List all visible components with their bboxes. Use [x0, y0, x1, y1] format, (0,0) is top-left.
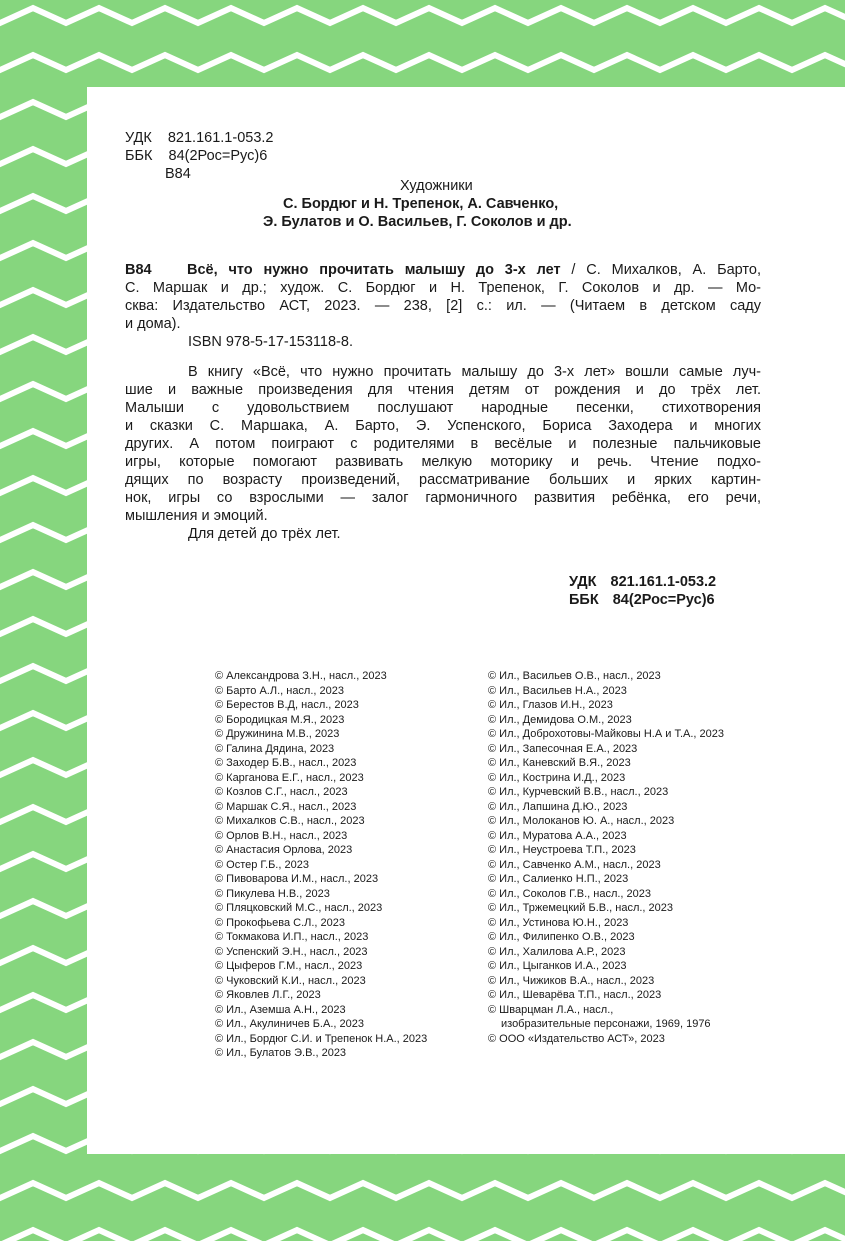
copyright-item: © Успенский Э.Н., насл., 2023	[215, 945, 368, 958]
udk-line	[125, 129, 273, 147]
chevron-stripe	[0, 55, 845, 70]
copyright-item: © Ил., Соколов Г.В., насл., 2023	[488, 887, 652, 900]
copyright-item: © Ил., Глазов И.Н., 2023	[488, 699, 613, 711]
bbk-label: ББК	[125, 148, 153, 164]
annotation-line: нок, игры со взрослыми — залог гармоничного развития ребёнка, его речи,	[125, 490, 761, 506]
copyright-item: © Ил., Доброхотовы-Майковы Н.А и Т.А., 2023	[488, 728, 724, 740]
bibliography-entry	[125, 261, 761, 351]
bibliography-line-1	[125, 261, 761, 279]
artists-line-2: Э. Булатов и О. Васильев, Г. Соколов и др.	[263, 214, 572, 230]
bibliography-mark: В84	[125, 262, 152, 278]
copyright-item: © Пивоварова И.М., насл., 2023	[215, 873, 379, 885]
copyright-item: изобразительные персонажи, 1969, 1976	[501, 1018, 711, 1030]
copyright-item: © Бородицкая М.Я., 2023	[215, 713, 345, 726]
age-rating: Для детей до трёх лет.	[188, 526, 341, 542]
copyright-item: © Прокофьева С.Л., 2023	[215, 916, 346, 929]
copyright-item: © Ил., Аземша А.Н., 2023	[215, 1003, 346, 1016]
copyright-item: © Ил., Муратова А.А., 2023	[488, 829, 627, 842]
annotation-line: В книгу «Всё, что нужно прочитать малышу до 3-х лет» вошли самые луч-	[188, 364, 761, 380]
copyright-item: © Ил., Лапшина Д.Ю., 2023	[488, 800, 628, 813]
copyright-item: © Берестов В.Д, насл., 2023	[215, 699, 359, 711]
annotation-line: мышления и эмоций.	[125, 508, 268, 524]
footer-bbk-value: 84(2Рос=Рус)6	[612, 592, 715, 608]
bibliography-line-4: и дома).	[125, 316, 181, 332]
copyright-item: © Ил., Кострина И.Д., 2023	[488, 771, 626, 784]
footer-bbk-label: ББК	[569, 592, 599, 608]
copyright-item: © Остер Г.Б., 2023	[215, 858, 309, 871]
copyright-list-left	[215, 669, 427, 1061]
copyright-item: © Ил., Тржемецкий Б.В., насл., 2023	[488, 902, 674, 914]
copyright-item: © Цыферов Г.М., насл., 2023	[215, 960, 363, 972]
copyright-item: © Анастасия Орлова, 2023	[215, 844, 353, 856]
copyright-item: © Ил., Васильев О.В., насл., 2023	[488, 670, 661, 682]
isbn: ISBN 978-5-17-153118-8.	[188, 334, 353, 350]
footer-bbk-line	[569, 591, 715, 609]
annotation-line: шие и важные произведения для чтения детям от рождения и до трёх лет.	[125, 382, 761, 398]
copyright-item: © Ил., Цыганков И.А., 2023	[488, 960, 627, 972]
copyright-item: © Шварцман Л.А., насл.,	[488, 1003, 614, 1016]
bibliography-authors: / С. Михалков, А. Барто,	[560, 262, 761, 278]
copyright-item: © Ил., Устинова Ю.Н., 2023	[488, 916, 629, 929]
bbk-line	[125, 147, 267, 165]
footer-udk-line	[569, 573, 716, 591]
bbk-value: 84(2Рос=Рус)6	[168, 148, 268, 164]
annotation-line: и сказки С. Маршака, А. Барто, Э. Успенского, Бориса Заходера и многих	[125, 418, 761, 434]
chevron-stripe	[0, 1230, 845, 1241]
artists-heading: Художники	[400, 178, 473, 194]
annotation	[125, 363, 761, 543]
annotation-line: игры, которые помогают развивать мелкую моторику и речь. Чтение подхо-	[125, 454, 761, 470]
copyright-item: © Ил., Неустроева Т.П., 2023	[488, 844, 636, 856]
footer-udk-label: УДК	[569, 574, 597, 590]
footer-udk-value: 821.161.1-053.2	[610, 574, 717, 590]
bibliography-line-2: С. Маршак и др.; худож. С. Бордюг и Н. Трепенок, Г. Соколов и др. — Мо-	[125, 280, 761, 296]
copyright-list-right	[488, 669, 724, 1046]
copyright-item: © Ил., Курчевский В.В., насл., 2023	[488, 786, 669, 798]
copyright-item: © Дружинина М.В., 2023	[215, 728, 340, 740]
copyright-item: © Чуковский К.И., насл., 2023	[215, 974, 366, 987]
copyright-item: © Орлов В.Н., насл., 2023	[215, 829, 348, 842]
copyright-item: © Ил., Салиенко Н.П., 2023	[488, 873, 629, 885]
book-title: Всё, что нужно прочитать малышу до 3-х лет	[187, 262, 561, 278]
annotation-line: дящих по возрасту произведений, рассматривание больших и ярких картин-	[125, 472, 761, 488]
copyright-item: © Ил., Чижиков В.А., насл., 2023	[488, 974, 655, 987]
copyright-item: © Ил., Запесочная Е.А., 2023	[488, 742, 638, 755]
copyright-item: © ООО «Издательство АСТ», 2023	[488, 1032, 665, 1045]
copyright-item: © Ил., Шеварёва Т.П., насл., 2023	[488, 989, 662, 1001]
imprint-page	[87, 87, 845, 1154]
udk-label: УДК	[125, 130, 152, 146]
udk-value: 821.161.1-053.2	[167, 130, 274, 146]
chevron-stripe	[0, 1183, 845, 1198]
annotation-line: других. А потом поиграют с родителями в весёлые и полезные пальчиковые	[125, 436, 761, 452]
copyright-item: © Яковлев Л.Г., 2023	[215, 989, 321, 1001]
copyright-item: © Токмакова И.П., насл., 2023	[215, 931, 369, 943]
artists-line-1: С. Бордюг и Н. Трепенок, А. Савченко,	[283, 196, 559, 212]
copyright-item: © Ил., Филипенко О.В., 2023	[488, 931, 635, 943]
copyright-item: © Ил., Васильев Н.А., 2023	[488, 684, 627, 697]
copyright-item: © Ил., Бордюг С.И. и Трепенок Н.А., 2023	[215, 1032, 428, 1045]
copyright-item: © Михалков С.В., насл., 2023	[215, 815, 365, 827]
copyright-item: © Козлов С.Г., насл., 2023	[215, 786, 348, 798]
copyright-item: © Ил., Демидова О.М., 2023	[488, 713, 632, 726]
copyright-item: © Ил., Каневский В.Я., 2023	[488, 757, 631, 769]
copyright-item: © Ил., Халилова А.Р., 2023	[488, 945, 626, 958]
bibliography-line-3: сква: Издательство АСТ, 2023. — 238, [2] с.: ил. — (Читаем в детском саду	[125, 298, 761, 314]
copyright-item: © Пляцковский М.С., насл., 2023	[215, 902, 383, 914]
copyright-item: © Ил., Савченко А.М., насл., 2023	[488, 858, 661, 871]
author-mark: В84	[165, 166, 191, 182]
copyright-item: © Галина Дядина, 2023	[215, 742, 335, 755]
copyright-item: © Маршак С.Я., насл., 2023	[215, 800, 357, 813]
copyright-item: © Ил., Булатов Э.В., 2023	[215, 1047, 347, 1059]
copyright-item: © Пикулева Н.В., 2023	[215, 887, 330, 900]
copyright-item: © Заходер Б.В., насл., 2023	[215, 757, 357, 769]
copyright-item: © Ил., Акулиничев Б.А., 2023	[215, 1018, 364, 1030]
copyright-item: © Барто А.Л., насл., 2023	[215, 684, 344, 697]
copyright-item: © Александрова З.Н., насл., 2023	[215, 670, 387, 682]
copyright-item: © Карганова Е.Г., насл., 2023	[215, 771, 364, 784]
copyright-item: © Ил., Молоканов Ю. А., насл., 2023	[488, 815, 675, 827]
chevron-stripe	[0, 8, 845, 23]
annotation-line: Малыши с удовольствием послушают народные песенки, стихотворения	[125, 400, 761, 416]
